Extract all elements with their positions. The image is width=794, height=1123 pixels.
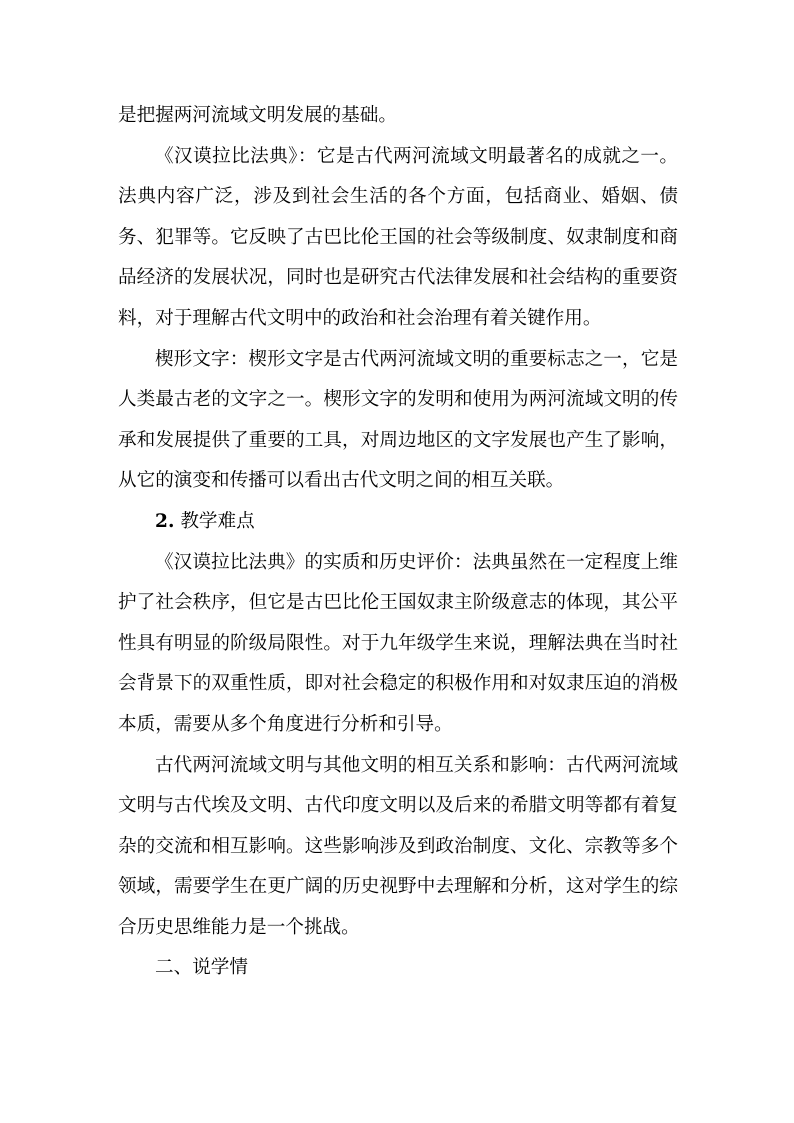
paragraph-code-essence: 《汉谟拉比法典》的实质和历史评价：法典虽然在一定程度上维护了社会秩序，但它是古巴比伦王国奴隶主阶级意志的体现，其公平性具有明显的阶级局限性。对于九年级学生来说，理解法典在当时社会背景下的双重性质，即对社会稳定的积极作用和对奴隶压迫的消极本质，需要从多个角度进行分析和引导。 [118,551,678,735]
section-heading-student-analysis: 二、说学情 [155,957,248,979]
paragraph-cuneiform: 楔形文字：楔形文字是古代两河流域文明的重要标志之一，它是人类最古老的文字之一。楔形文字的发明和使用为两河流域文明的传承和发展提供了重要的工具，对周边地区的文字发展也产生了影响，从它的演变和传播可以看出古代文明之间的相互关联。 [118,348,678,492]
subheading-number: 2. [155,510,175,532]
paragraph-hammurabi-code: 《汉谟拉比法典》：它是古代两河流域文明最著名的成就之一。法典内容广泛，涉及到社会生活的各个方面，包括商业、婚姻、债务、犯罪等。它反映了古巴比伦王国的社会等级制度、奴隶制度和商品经济的发展状况，同时也是研究古代法律发展和社会结构的重要资料，对于理解古代文明中的政治和社会治理有着关键作用。 [118,145,678,329]
paragraph-civilization-relations: 古代两河流域文明与其他文明的相互关系和影响：古代两河流域文明与古代埃及文明、古代印度文明以及后来的希腊文明等都有着复杂的交流和相互影响。这些影响涉及到政治制度、文化、宗教等多个领域，需要学生在更广阔的历史视野中去理解和分析，这对学生的综合历史思维能力是一个挑战。 [118,754,678,938]
document-page [118,96,678,989]
subheading-teaching-difficulties [118,502,678,543]
subheading-text: 教学难点 [174,510,255,532]
paragraph-continuation: 是把握两河流域文明发展的基础。 [118,105,397,126]
